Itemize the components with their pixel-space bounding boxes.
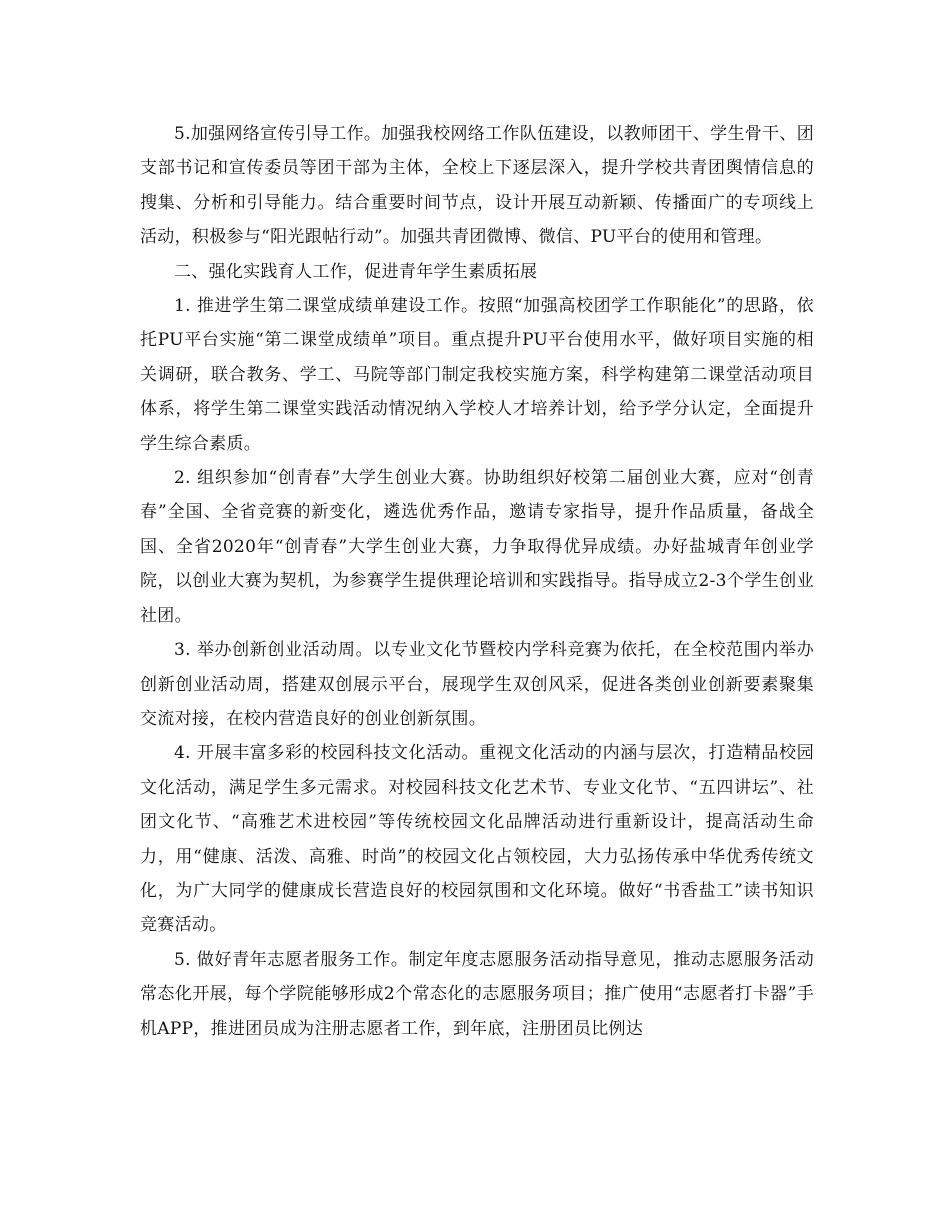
paragraph-campus-culture: 4. 开展丰富多彩的校园科技文化活动。重视文化活动的内涵与层次，打造精品校园文化活动，满足学生多元需求。对校园科技文化艺术节、专业文化节、“五四讲坛”、社团文化节、“高雅艺术进校园”等传统校园文化品牌活动进行重新设计，提高活动生命力，用“健康、活泼、高雅、时尚”的校园文化占领校园，大力弘扬传承中华优秀传统文化，为广大同学的健康成长营造良好的校园氛围和文化环境。做好“书香盐工”读书知识竞赛活动。 (140, 743, 814, 936)
paragraph-second-classroom: 1. 推进学生第二课堂成绩单建设工作。按照“加强高校团学工作职能化”的思路，依托PU平台实施“第二课堂成绩单”项目。重点提升PU平台使用水平，做好项目实施的相关调研，联合教务、学工、马院等部门制定我校实施方案，科学构建第二课堂活动项目体系，将学生第二课堂实践活动情况纳入学校人才培养计划，给予学分认定，全面提升学生综合素质。 (140, 296, 814, 454)
paragraph-volunteer-service: 5. 做好青年志愿者服务工作。制定年度志愿服务活动指导意见，推动志愿服务活动常态化开展，每个学院能够形成2个常态化的志愿服务项目；推广使用“志愿者打卡器”手机APP，推进团员成为注册志愿者工作，到年底，注册团员比例达 (140, 949, 814, 1039)
document-body (140, 117, 814, 1046)
paragraph-network-publicity: 5.加强网络宣传引导工作。加强我校网络工作队伍建设，以教师团干、学生骨干、团支部书记和宣传委员等团干部为主体，全校上下逐层深入，提升学校共青团舆情信息的搜集、分析和引导能力。结合重要时间节点，设计开展互动新颖、传播面广的专项线上活动，积极参与“阳光跟帖行动”。加强共青团微博、微信、PU平台的使用和管理。 (140, 124, 814, 248)
paragraph-entrepreneurship-contest: 2. 组织参加“创青春”大学生创业大赛。协助组织好校第二届创业大赛，应对“创青春”全国、全省竞赛的新变化，遴选优秀作品，邀请专家指导，提升作品质量，备战全国、全省2020年“创青春”大学生创业大赛，力争取得优异成绩。办好盐城青年创业学院，以创业大赛为契机，为参赛学生提供理论培训和实践指导。指导成立2-3个学生创业社团。 (140, 468, 814, 626)
paragraph-innovation-week: 3. 举办创新创业活动周。以专业文化节暨校内学科竞赛为依托，在全校范围内举办创新创业活动周，搭建双创展示平台，展现学生双创风采，促进各类创业创新要素聚集交流对接，在校内营造良好的创业创新氛围。 (140, 640, 814, 729)
section-heading-practice-education: 二、强化实践育人工作，促进青年学生素质拓展 (174, 261, 538, 282)
